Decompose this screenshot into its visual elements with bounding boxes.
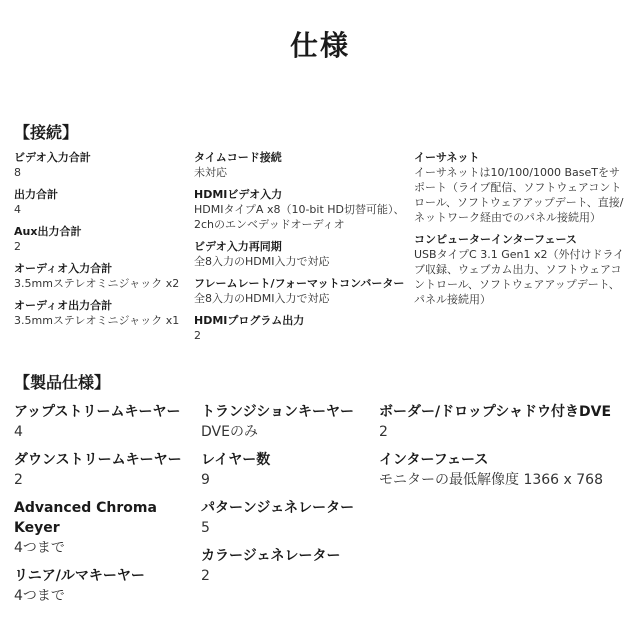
- spec-label: リニア/ルマキーヤー: [14, 568, 145, 584]
- spec-computer-interface: [414, 232, 630, 307]
- spec-value: モニターの最低解像度 1366 x 768: [379, 472, 603, 488]
- spec-color-generators: [201, 546, 373, 586]
- spec-label: Aux出力合計: [14, 225, 82, 238]
- spec-ethernet: [414, 150, 630, 225]
- connections-heading: 【接続】: [14, 123, 79, 142]
- spec-frame-rate-converter: [194, 276, 408, 306]
- spec-value: 4つまで: [14, 540, 65, 556]
- spec-pattern-generators: [201, 498, 373, 538]
- spec-label: レイヤー数: [201, 452, 271, 468]
- spec-value: 2: [194, 329, 201, 342]
- page-title: 仕様: [289, 29, 350, 62]
- spec-aux-outputs: [14, 224, 189, 254]
- spec-upstream-keyers: [14, 402, 198, 442]
- spec-label: カラージェネレーター: [201, 548, 341, 564]
- spec-value: 5: [201, 520, 210, 536]
- spec-label: ビデオ入力合計: [14, 151, 91, 164]
- spec-chroma-keyer: [14, 498, 198, 558]
- spec-outputs: [14, 187, 189, 217]
- spec-label: コンピューターインターフェース: [414, 233, 577, 246]
- spec-label: パターンジェネレーター: [201, 500, 355, 516]
- spec-value: 8: [14, 166, 21, 179]
- spec-interface: [379, 450, 631, 490]
- connections-column-2: [194, 150, 408, 350]
- spec-value: 未対応: [194, 166, 227, 179]
- spec-value: 4つまで: [14, 588, 65, 604]
- spec-dve: [379, 402, 631, 442]
- spec-value: 2: [14, 240, 21, 253]
- spec-timecode: [194, 150, 408, 180]
- product-specs-heading: 【製品仕様】: [14, 373, 111, 392]
- spec-label: Advanced Chroma Keyer: [14, 500, 157, 536]
- spec-hdmi-program-output: [194, 313, 408, 343]
- spec-label: ビデオ入力再同期: [194, 240, 282, 253]
- spec-value: 3.5mmステレオミニジャック x1: [14, 314, 180, 327]
- spec-label: オーディオ出力合計: [14, 299, 113, 312]
- spec-value: 2: [379, 424, 388, 440]
- spec-hdmi-video-input: [194, 187, 408, 232]
- spec-label: HDMIビデオ入力: [194, 188, 283, 201]
- spec-value: DVEのみ: [201, 424, 258, 440]
- spec-value: 全8入力のHDMI入力で対応: [194, 292, 330, 305]
- spec-label: イーサネット: [414, 151, 480, 164]
- spec-input-resync: [194, 239, 408, 269]
- spec-value: USBタイプC 3.1 Gen1 x2（外付けドライブ収録、ウェブカム出力、ソフトウェアコントロール、ソフトウェアアップデート、パネル接続用）: [414, 248, 625, 306]
- connections-column-1: [14, 150, 189, 335]
- spec-value: 2: [14, 472, 23, 488]
- spec-audio-outputs: [14, 298, 189, 328]
- spec-value: 2: [201, 568, 210, 584]
- spec-label: 出力合計: [14, 188, 58, 201]
- spec-downstream-keyers: [14, 450, 198, 490]
- spec-label: トランジションキーヤー: [201, 404, 355, 420]
- spec-label: ボーダー/ドロップシャドウ付きDVE: [379, 404, 612, 420]
- spec-label: HDMIプログラム出力: [194, 314, 305, 327]
- spec-value: 全8入力のHDMI入力で対応: [194, 255, 330, 268]
- spec-label: オーディオ入力合計: [14, 262, 113, 275]
- spec-value: イーサネットは10/100/1000 BaseTをサポート（ライブ配信、ソフトウェアコントロール、ソフトウェアアップデート、直接/ネットワーク経由でのパネル接続用）: [414, 166, 624, 224]
- spec-value: 4: [14, 424, 23, 440]
- spec-value: 3.5mmステレオミニジャック x2: [14, 277, 180, 290]
- spec-label: ダウンストリームキーヤー: [14, 452, 182, 468]
- spec-transition-keyers: [201, 402, 373, 442]
- connections-column-3: [414, 150, 630, 314]
- spec-linear-luma-keyer: [14, 566, 198, 606]
- spec-label: アップストリームキーヤー: [14, 404, 181, 420]
- product-column-3: [379, 402, 631, 498]
- spec-value: 9: [201, 472, 210, 488]
- spec-layers: [201, 450, 373, 490]
- spec-label: インターフェース: [379, 452, 489, 468]
- spec-label: タイムコード接続: [194, 151, 282, 164]
- spec-value: 4: [14, 203, 21, 216]
- product-column-1: [14, 402, 198, 614]
- product-column-2: [201, 402, 373, 594]
- spec-audio-inputs: [14, 261, 189, 291]
- spec-video-inputs: [14, 150, 189, 180]
- spec-value: HDMIタイプA x8（10-bit HD切替可能）、2chのエンベデッドオーディオ: [194, 203, 405, 231]
- spec-label: フレームレート/フォーマットコンバーター: [194, 277, 405, 290]
